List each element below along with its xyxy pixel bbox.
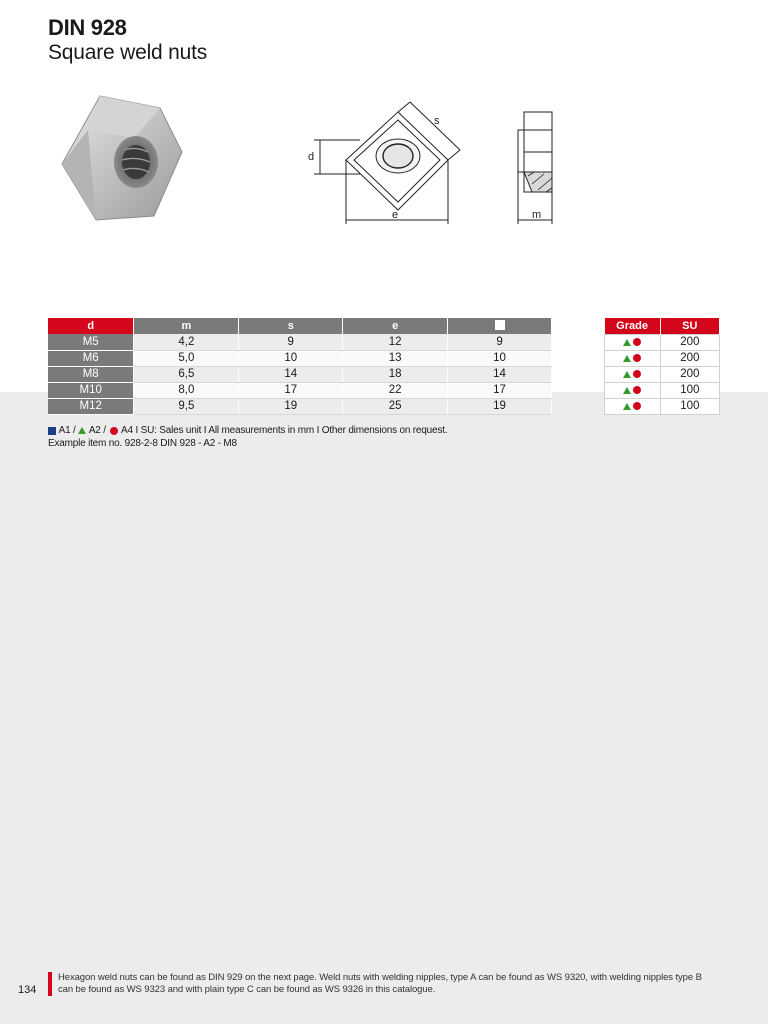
- drawing-label-m: m: [532, 209, 542, 221]
- grade-cell: [605, 398, 661, 414]
- a4-dot-icon: [633, 338, 641, 346]
- a2-triangle-icon: [623, 387, 631, 394]
- col-header-s: s: [239, 318, 343, 334]
- table-cell: M10: [48, 382, 134, 398]
- table-cell: M8: [48, 366, 134, 382]
- table-row: [48, 334, 552, 350]
- table-row: [605, 382, 720, 398]
- table-cell: 4,2: [134, 334, 239, 350]
- table-cell: 14: [448, 366, 552, 382]
- table-cell: 12: [343, 334, 448, 350]
- table-cell: 200: [660, 334, 719, 350]
- grade-table: [604, 318, 720, 415]
- example-item: Example item no. 928-2-8 DIN 928 - A2 - M8: [48, 438, 237, 450]
- drawing-label-d: d: [308, 151, 315, 163]
- table-cell: 17: [448, 382, 552, 398]
- a2-triangle-icon: [623, 403, 631, 410]
- legend-a2: A2: [88, 425, 101, 436]
- col-header-e: e: [343, 318, 448, 334]
- table-cell: 19: [448, 398, 552, 414]
- table-cell: M12: [48, 398, 134, 414]
- grade-cell: [605, 366, 661, 382]
- grade-table-header: [605, 318, 720, 334]
- a1-square-icon: [48, 427, 56, 435]
- a2-triangle-icon: [623, 339, 631, 346]
- table-cell: 19: [239, 398, 343, 414]
- legend-line: [48, 424, 447, 437]
- page-title: DIN 928: [48, 15, 127, 40]
- col-header-su: SU: [660, 318, 719, 334]
- table-row: [605, 334, 720, 350]
- table-cell: 5,0: [134, 350, 239, 366]
- table-cell: 10: [448, 350, 552, 366]
- legend-note: I SU: Sales unit I All measurements in mm I Other dimensions on request.: [135, 425, 448, 436]
- table-cell: 9: [448, 334, 552, 350]
- table-cell: 13: [343, 350, 448, 366]
- a4-dot-icon: [633, 354, 641, 362]
- grade-cell: [605, 350, 661, 366]
- a2-triangle-icon: [78, 427, 86, 434]
- table-cell: M6: [48, 350, 134, 366]
- legend-a4: A4: [121, 425, 133, 436]
- legend-separator: /: [103, 425, 106, 436]
- a4-dot-icon: [633, 402, 641, 410]
- technical-drawing: [300, 96, 560, 226]
- legend-separator: /: [73, 425, 76, 436]
- legend: [48, 424, 447, 450]
- col-header-d: d: [48, 318, 134, 334]
- table-cell: 22: [343, 382, 448, 398]
- table-row: [48, 366, 552, 382]
- grade-cell: [605, 382, 661, 398]
- table-row: [605, 350, 720, 366]
- a2-triangle-icon: [623, 355, 631, 362]
- table-cell: 100: [660, 382, 719, 398]
- table-row: [605, 366, 720, 382]
- a4-dot-icon: [633, 370, 641, 378]
- table-cell: 25: [343, 398, 448, 414]
- drawing-label-s: s: [434, 115, 440, 127]
- table-cell: 9,5: [134, 398, 239, 414]
- table-cell: 8,0: [134, 382, 239, 398]
- page-subtitle: Square weld nuts: [48, 41, 208, 64]
- a4-dot-icon: [633, 386, 641, 394]
- table-cell: 14: [239, 366, 343, 382]
- col-header-grade: Grade: [605, 318, 661, 334]
- table-row: [48, 350, 552, 366]
- table-cell: 200: [660, 366, 719, 382]
- table-cell: M5: [48, 334, 134, 350]
- page-background-lower: [0, 392, 768, 1024]
- footer-note: Hexagon weld nuts can be found as DIN 929 on the next page. Weld nuts with welding nipples, type A can be found as WS 9320, with welding nipples type B can be found as WS 9323 and with plain type C can be found as WS 9326 in this catalogue.: [58, 972, 702, 995]
- dimensions-table-header: [48, 318, 552, 334]
- a2-triangle-icon: [623, 371, 631, 378]
- table-row: [605, 398, 720, 414]
- table-cell: 10: [239, 350, 343, 366]
- product-photo: [58, 94, 188, 229]
- page-number: 134: [18, 984, 37, 996]
- dimensions-table: [48, 318, 552, 415]
- a4-dot-icon: [110, 427, 118, 435]
- table-cell: 18: [343, 366, 448, 382]
- table-cell: 200: [660, 350, 719, 366]
- table-row: [48, 382, 552, 398]
- col-header-m: m: [134, 318, 239, 334]
- legend-a1: A1: [58, 425, 71, 436]
- grade-cell: [605, 334, 661, 350]
- footer-accent-bar: [48, 972, 52, 996]
- square-icon: [495, 320, 505, 330]
- col-header-square: [448, 318, 552, 334]
- table-row: [48, 398, 552, 414]
- table-cell: 100: [660, 398, 719, 414]
- table-cell: 9: [239, 334, 343, 350]
- table-cell: 17: [239, 382, 343, 398]
- table-cell: 6,5: [134, 366, 239, 382]
- drawing-label-e: e: [392, 209, 399, 221]
- page-title-block: [48, 16, 207, 66]
